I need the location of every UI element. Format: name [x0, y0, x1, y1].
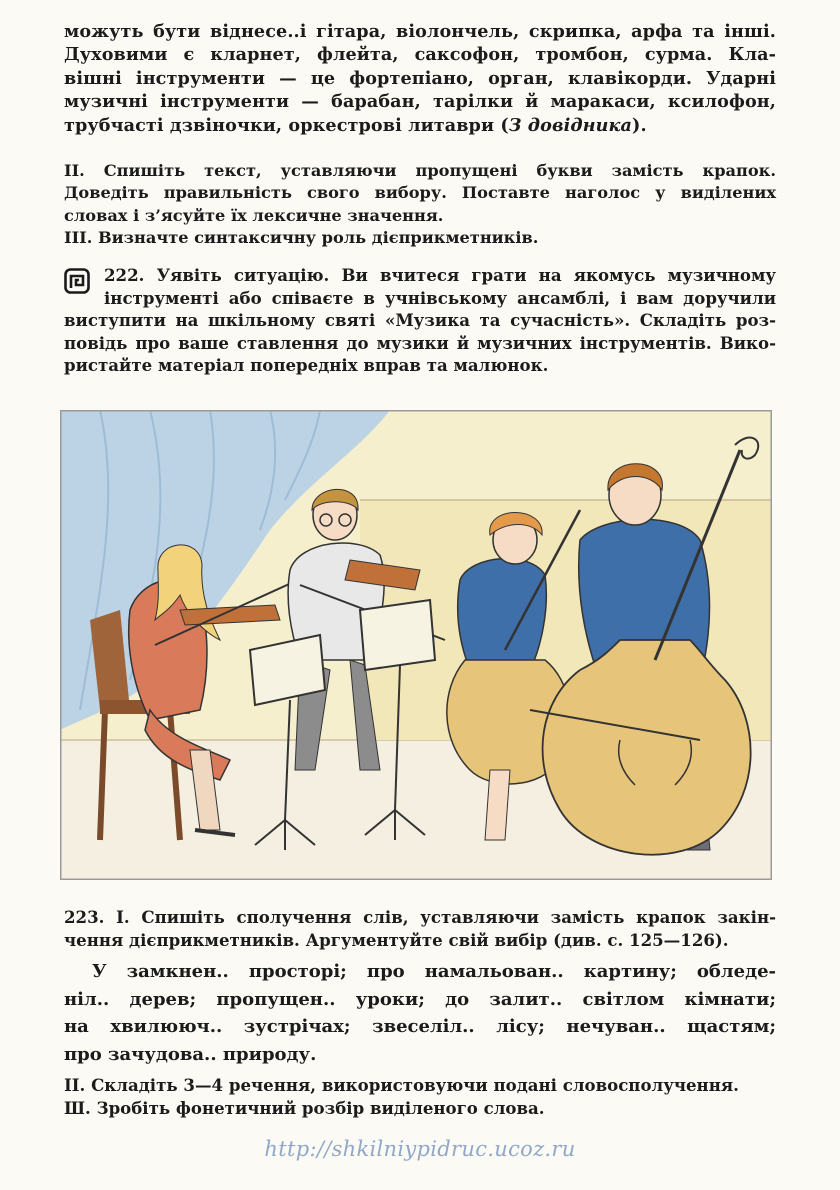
highlighted-word: щастям: [687, 1016, 770, 1037]
paragraph-line: музичні інструменти — барабан, тарілки й маракаси, ксилофон,: [64, 91, 776, 113]
exercise-223-phrases: [64, 958, 776, 1068]
exercise-223-tasks: [64, 1074, 776, 1119]
task-3: III. Визначте синтаксичну роль дієприкметників.: [64, 228, 539, 248]
exercise-222-text: 222. Уявіть ситуацію. Ви вчитеся грати на якомусь музичному інструменті або співаєте в учнівському ансамблі, і вам доручили виступити на шкільному святі «Музика та сучасність». Складіть роз- повідь про ваше ставлення до музики й музичних інструментів. Вико- ристайте матеріал попередніх вправ та малюнок.: [64, 265, 776, 376]
exercise-number: 223.: [64, 907, 105, 927]
exercise-221-tasks: [64, 160, 776, 250]
paragraph-line: трубчасті дзвіночки, оркестрові литаври (З довідника).: [64, 114, 647, 136]
task-2: II. Спишіть текст, уставляючи пропущені букви замість крапок. Доведіть правильність свого вибору. Поставте наголос у виділених словах і з’ясуйте їх лексичне значення.: [64, 161, 776, 225]
exercise-222: [64, 264, 776, 377]
exercise-223-task-3: Ш. Зробіть фонетичний розбір виділеного слова.: [64, 1097, 545, 1118]
paragraph-line: можуть бути віднесе..і гітара, віолончель, скрипка, арфа та інші.: [64, 21, 776, 42]
paragraph-line: вішні інструменти — це фортепіано, орган, клавікорди. Ударні: [64, 67, 777, 89]
source-citation: З довідника: [508, 114, 633, 136]
string-quartet-illustration: [60, 410, 772, 880]
phrases-paragraph: У замкнен.. просторі; про намальован.. картину; обледе- ніл.. дерев; пропущен.. уроки; до залит.. світлом кімнати; на хвилююч.. зустрічах; звеселіл.. лісу; нечуван.. щастям; про зачудова.. природу.: [64, 961, 776, 1065]
exercise-221-text: [64, 20, 776, 137]
exercise-number: 222.: [104, 265, 145, 285]
exercise-223: [64, 906, 776, 951]
exercise-223-task-1: 223. I. Спишіть сполучення слів, уставляючи замість крапок закін- чення дієприкметників. Аргументуйте свій вибір (див. с. 125—126).: [64, 907, 777, 950]
exercise-223-task-2: II. Складіть 3—4 речення, використовуючи подані словосполучення.: [64, 1075, 739, 1095]
highlighted-word: клавікорди: [567, 67, 686, 89]
instruments-paragraph: [64, 20, 776, 137]
source-url-watermark: http://shkilniypidruc.ucoz.ru: [264, 1137, 576, 1161]
highlighted-word: маракаси: [550, 91, 650, 113]
paragraph-line: Духовими є кларнет, флейта, саксофон, тромбон, сурма. Кла-: [64, 44, 776, 66]
highlighted-word: сурма: [644, 44, 707, 66]
